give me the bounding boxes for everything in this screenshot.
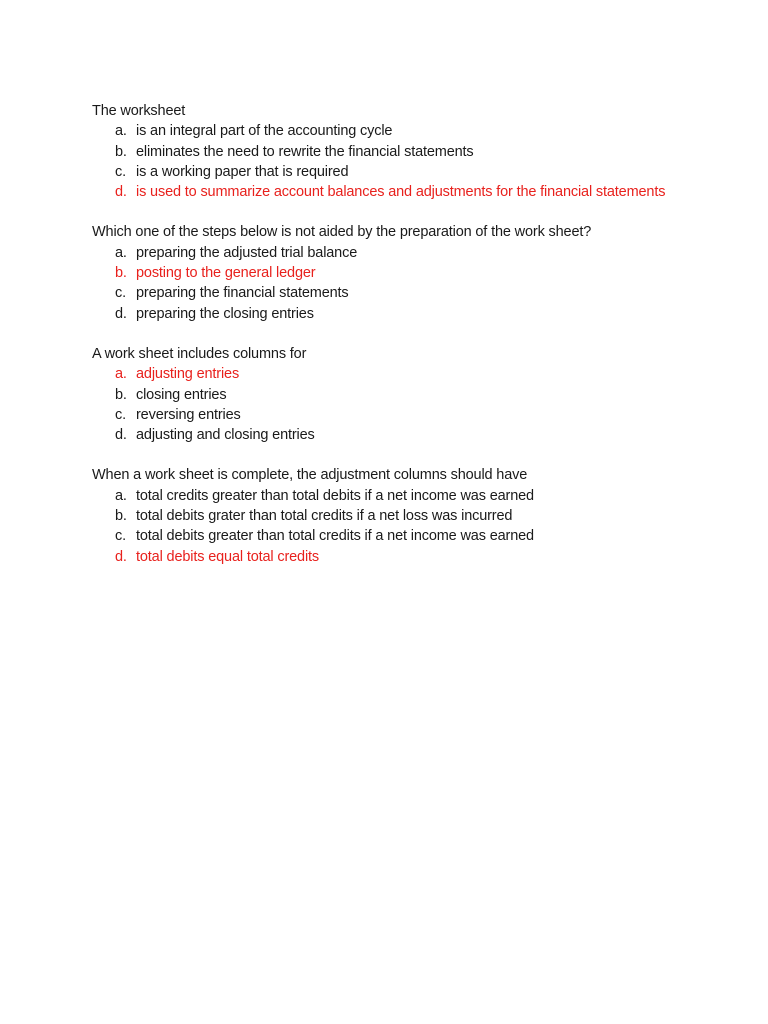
option-letter: d. [115, 548, 127, 565]
question-list [92, 101, 752, 587]
option-text: eliminates the need to rewrite the financial statements [136, 143, 474, 160]
question-text: Which one of the steps below is not aided by the preparation of the work sheet? [92, 224, 592, 241]
option-letter: c. [115, 528, 126, 545]
question-2 [92, 222, 752, 323]
option-text: preparing the financial statements [136, 285, 349, 302]
option-letter: a. [115, 487, 127, 504]
option-text: total debits equal total credits [136, 548, 320, 565]
option-text: preparing the adjusted trial balance [136, 244, 358, 261]
option-letter: a. [115, 123, 127, 140]
question-1 [92, 101, 752, 202]
question-3 [92, 344, 752, 445]
option-list [92, 243, 752, 324]
question-text: The worksheet [92, 103, 186, 119]
option-c [115, 526, 752, 546]
option-text: is used to summarize account balances and adjustments for the financial statements [136, 184, 666, 201]
option-text: preparing the closing entries [136, 305, 314, 322]
option-b [115, 506, 752, 526]
option-letter: d. [115, 184, 127, 201]
option-d [115, 304, 752, 324]
option-a [115, 243, 752, 263]
option-text: is a working paper that is required [136, 163, 349, 180]
option-text: reversing entries [136, 406, 241, 423]
option-text: total credits greater than total debits if a net income was earned [136, 487, 534, 504]
option-letter: b. [115, 143, 127, 160]
option-d [115, 182, 752, 202]
question-4 [92, 465, 752, 566]
option-c [115, 162, 752, 182]
option-d [115, 425, 752, 445]
option-a [115, 121, 752, 141]
option-d [115, 547, 752, 567]
option-a [115, 364, 752, 384]
option-text: total debits grater than total credits if a net loss was incurred [136, 508, 513, 525]
question-text: A work sheet includes columns for [92, 345, 307, 362]
option-list [92, 364, 752, 445]
option-list [92, 486, 752, 567]
option-letter: d. [115, 427, 127, 444]
option-text: adjusting and closing entries [136, 427, 315, 444]
option-list [92, 121, 752, 202]
option-letter: a. [115, 244, 127, 261]
option-letter: b. [115, 508, 127, 525]
option-text: posting to the general ledger [136, 265, 316, 282]
option-letter: c. [115, 406, 126, 423]
option-letter: b. [115, 265, 127, 282]
option-b [115, 263, 752, 283]
option-text: adjusting entries [136, 366, 240, 383]
option-text: is an integral part of the accounting cycle [136, 123, 393, 140]
option-letter: b. [115, 386, 127, 403]
option-text: closing entries [136, 386, 227, 403]
option-letter: c. [115, 285, 126, 302]
option-text: total debits greater than total credits if a net income was earned [136, 528, 534, 545]
option-c [115, 405, 752, 425]
option-letter: c. [115, 163, 126, 180]
question-text: When a work sheet is complete, the adjustment columns should have [92, 467, 528, 484]
option-b [115, 385, 752, 405]
option-b [115, 142, 752, 162]
option-a [115, 486, 752, 506]
option-letter: a. [115, 366, 127, 383]
option-c [115, 283, 752, 303]
option-letter: d. [115, 305, 127, 322]
